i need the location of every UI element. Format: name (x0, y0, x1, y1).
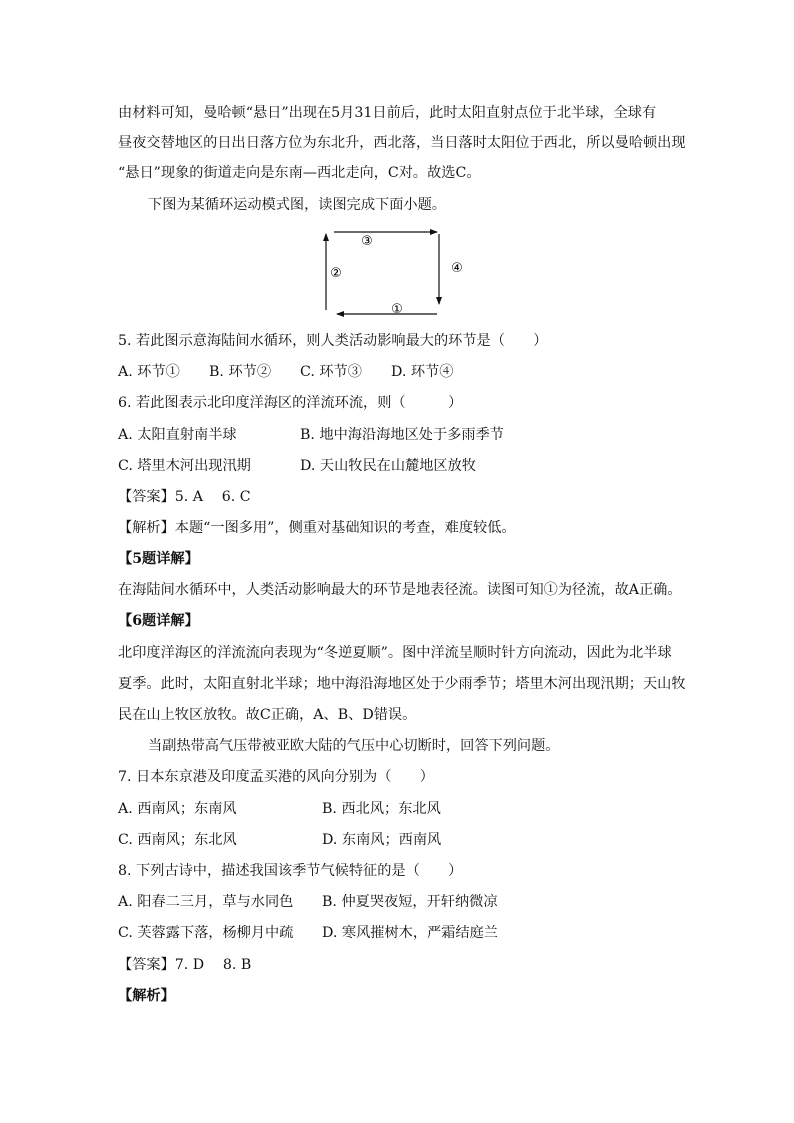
q7-option-b: B. 西北风；东北风 (322, 801, 441, 817)
q5-option-d: D. 环节④ (391, 364, 454, 380)
question-5-stem: 5. 若此图示意海陆间水循环，则人类活动影响最大的环节是（ ） (118, 333, 548, 349)
analysis-5-6: 【解析】本题“一图多用”，侧重对基础知识的考查，难度较低。 (118, 520, 516, 536)
answer-7-8: 【答案】7. D 8. B (118, 957, 252, 973)
question-stem-5-6: 下图为某循环运动模式图，读图完成下面小题。 (148, 197, 446, 213)
intro-line-1: 由材料可知，曼哈顿“悬日”出现在5月31日前后，此时太阳直射点位于北半球，全球有 (118, 105, 657, 121)
q8-option-d: D. 寒风摧树木，严霜结庭兰 (322, 925, 498, 941)
question-6-stem: 6. 若此图表示北印度洋海区的洋流环流，则（ ） (118, 395, 463, 411)
q5-option-c: C. 环节③ (300, 364, 362, 380)
diagram-label-4: ④ (451, 261, 463, 276)
intro-line-2: 昼夜交替地区的日出日落方位为东北升，西北落，当日落时太阳位于西北，所以曼哈顿出现 (118, 135, 686, 151)
q8-option-a: A. 阳春二三月，草与水同色 (118, 894, 294, 910)
q8-option-c: C. 芙蓉露下落，杨柳月中疏 (118, 925, 294, 941)
question-8-stem: 8. 下列古诗中，描述我国该季节气候特征的是（ ） (118, 863, 463, 879)
detail-5-text: 在海陆间水循环中，人类活动影响最大的环节是地表径流。读图可知①为径流，故A正确。 (118, 582, 682, 598)
q7-option-c: C. 西南风；东北风 (118, 832, 237, 848)
q5-option-b: B. 环节② (209, 364, 272, 380)
detail-5-title: 【5题详解】 (118, 551, 199, 567)
q8-option-b: B. 仲夏哭夜短，开轩纳微凉 (322, 894, 498, 910)
diagram-label-1: ① (391, 302, 403, 317)
q6-option-a: A. 太阳直射南半球 (118, 427, 237, 443)
detail-6-line-3: 民在山上牧区放牧。故C正确，A、B、D错误。 (118, 707, 417, 723)
answer-5-6: 【答案】5. A 6. C (118, 489, 251, 505)
cycle-diagram (320, 222, 470, 322)
detail-6-title: 【6题详解】 (118, 613, 199, 629)
q6-option-d: D. 天山牧民在山麓地区放牧 (300, 458, 476, 474)
diagram-label-2: ② (330, 266, 342, 281)
q6-option-c: C. 塔里木河出现汛期 (118, 458, 251, 474)
q7-option-a: A. 西南风；东南风 (118, 801, 237, 817)
analysis-7-8: 【解析】 (118, 988, 175, 1004)
q5-option-a: A. 环节① (118, 364, 180, 380)
detail-6-line-1: 北印度洋海区的洋流流向表现为“冬逆夏顺”。图中洋流呈顺时针方向流动，因此为北半球 (118, 645, 672, 661)
q7-option-d: D. 东南风；西南风 (322, 832, 442, 848)
intro-line-3: “悬日”现象的街道走向是东南—西北走向，C对。故选C。 (118, 165, 481, 181)
question-stem-7-8: 当副热带高气压带被亚欧大陆的气压中心切断时，回答下列问题。 (148, 738, 560, 754)
diagram-label-3: ③ (361, 234, 373, 249)
question-7-stem: 7. 日本东京港及印度孟买港的风向分别为（ ） (118, 769, 434, 785)
detail-6-line-2: 夏季。此时，太阳直射北半球；地中海沿海地区处于少雨季节；塔里木河出现汛期；天山牧 (118, 676, 686, 692)
q6-option-b: B. 地中海沿海地区处于多雨季节 (300, 427, 504, 443)
